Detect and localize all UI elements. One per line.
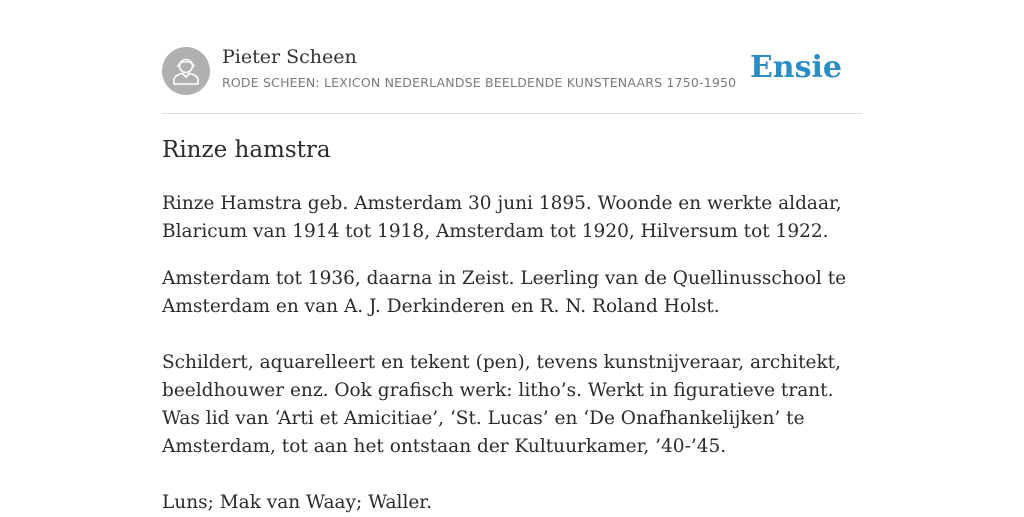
header-divider <box>162 113 862 114</box>
user-icon <box>162 47 210 95</box>
author-name[interactable]: Pieter Scheen <box>222 46 357 68</box>
article-title: Rinze hamstra <box>162 137 331 163</box>
article-paragraph: Rinze Hamstra geb. Amsterdam 30 juni 1895. Woonde en werkte aldaar, Blaricum van 1914 tot 1918, Amsterdam tot 1920, Hilversum tot 1922. <box>162 193 842 242</box>
article-paragraph: Schildert, aquarelleert en tekent (pen), tevens kunstnijveraar, architekt, beeldhouwer enz. Ook grafisch werk: litho’s. Werkt in figuratieve trant. Was lid van ‘Arti et Amicitiae’, ‘St. Lucas’ en ‘De Onafhankelijken’ te Amsterdam, tot aan het ontstaan der Kultuurkamer, ’40-’45. <box>162 352 841 457</box>
author-avatar[interactable] <box>162 47 210 95</box>
article-sources: Luns; Mak van Waay; Waller. <box>162 492 433 513</box>
ensie-logo[interactable]: Ensie <box>749 50 842 85</box>
article-header <box>162 46 862 96</box>
source-title[interactable]: RODE SCHEEN: LEXICON NEDERLANDSE BEELDENDE KUNSTENAARS 1750-1950 <box>222 75 737 90</box>
article-paragraph: Amsterdam tot 1936, daarna in Zeist. Leerling van de Quellinusschool te Amsterdam en van A. J. Derkinderen en R. N. Roland Holst. <box>162 268 847 317</box>
